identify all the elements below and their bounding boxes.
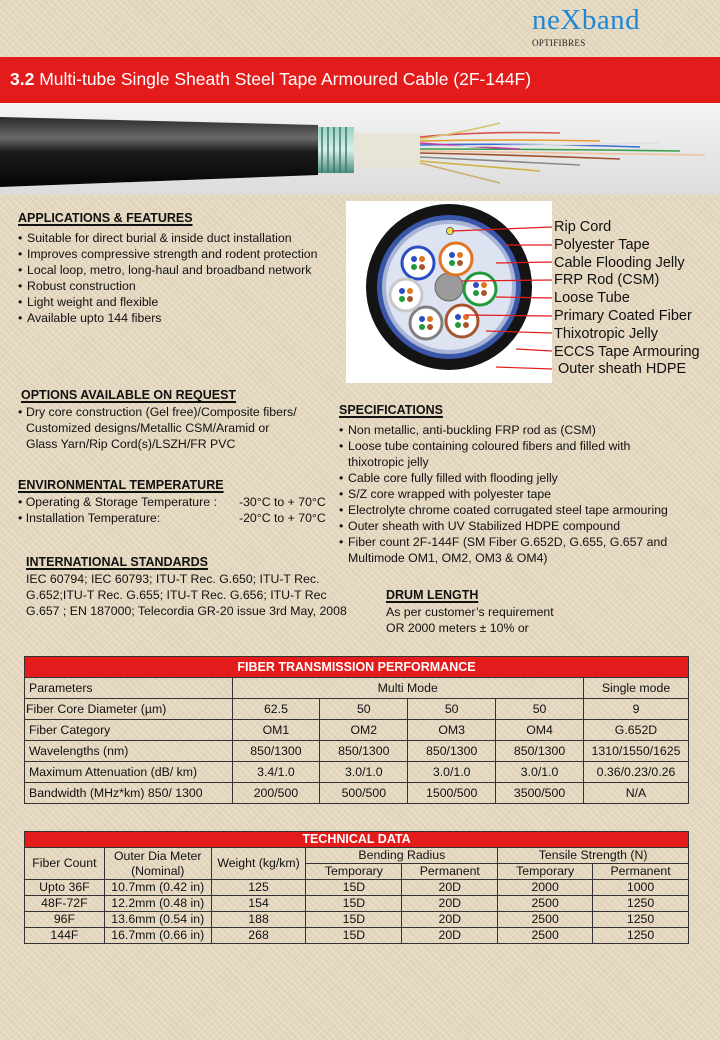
label-flooding-jelly: Cable Flooding Jelly (554, 254, 685, 271)
table-cell: 12.2mm (0.48 in) (104, 896, 211, 912)
table-cell: 62.5 (232, 699, 320, 720)
list-item: • Available upto 144 fibers (18, 310, 348, 326)
options-heading: OPTIONS AVAILABLE ON REQUEST (21, 388, 237, 402)
header-permanent: Permanent (593, 864, 689, 880)
table-cell: 15D (306, 880, 402, 896)
standards-text (26, 571, 386, 619)
label-primary-fiber: Primary Coated Fiber (554, 307, 692, 324)
table-cell: 20D (402, 928, 498, 944)
list-item: • Robust construction (18, 278, 348, 294)
cross-section-labels (554, 219, 700, 379)
table-cell: Maximum Attenuation (dB/ km) (25, 762, 233, 783)
table-cell: 50 (496, 699, 584, 720)
table-row (25, 880, 689, 896)
header-bending-radius: Bending Radius (306, 848, 498, 864)
table-row (25, 848, 689, 864)
table-cell: 125 (211, 880, 306, 896)
table-cell: OM4 (496, 720, 584, 741)
table-row (25, 762, 689, 783)
table-cell: N/A (584, 783, 689, 804)
table-cell: 2000 (498, 880, 593, 896)
table-cell: Bandwidth (MHz*km) 850/ 1300 (25, 783, 233, 804)
list-item: • S/Z core wrapped with polyester tape (339, 486, 704, 502)
header-multi-mode: Multi Mode (232, 678, 584, 699)
specifications-heading: SPECIFICATIONS (339, 403, 443, 417)
list-item: • Loose tube containing coloured fibers and filled with thixotropic jelly (339, 438, 668, 470)
table-cell: 268 (211, 928, 306, 944)
header-fiber-count: Fiber Count (25, 848, 105, 880)
table-cell: 200/500 (232, 783, 320, 804)
specifications-list (339, 422, 704, 566)
table-row (25, 741, 689, 762)
title-text: Multi-tube Single Sheath Steel Tape Armoured Cable (2F-144F) (34, 69, 532, 89)
standards-heading: INTERNATIONAL STANDARDS (26, 555, 208, 569)
table-cell: 9 (584, 699, 689, 720)
list-item: • Suitable for direct burial & inside duct installation (18, 230, 348, 246)
list-item: • Electrolyte chrome coated corrugated steel tape armouring (339, 502, 704, 518)
table-cell: OM1 (232, 720, 320, 741)
table-row (25, 720, 689, 741)
label-frp-rod: FRP Rod (CSM) (554, 272, 660, 289)
header-temporary: Temporary (498, 864, 593, 880)
header-tensile-strength: Tensile Strength (N) (498, 848, 689, 864)
table-cell: 850/1300 (408, 741, 496, 762)
table-cell: 1000 (593, 880, 689, 896)
label-rip-cord: Rip Cord (554, 219, 612, 235)
technical-title: TECHNICAL DATA (25, 832, 689, 848)
cable-cross-section (346, 201, 552, 383)
table-cell: 1310/1550/1625 (584, 741, 689, 762)
header-parameters: Parameters (25, 678, 233, 699)
table-row (25, 896, 689, 912)
table-cell: 154 (211, 896, 306, 912)
table-cell: 2500 (498, 928, 593, 944)
list-item: • Fiber count 2F-144F (SM Fiber G.652D, G.655, G.657 and Multimode OM1, OM2, OM3 & OM4) (339, 534, 708, 566)
table-row (25, 783, 689, 804)
table-cell: 3500/500 (496, 783, 584, 804)
drum-heading: DRUM LENGTH (386, 588, 479, 602)
title-number: 3.2 (10, 69, 35, 89)
table-cell: 2500 (498, 896, 593, 912)
table-cell: 3.0/1.0 (496, 762, 584, 783)
table-cell: 3.0/1.0 (320, 762, 408, 783)
env-value: -30°C to + 70°C (239, 495, 326, 509)
options-line: Glass Yarn/Rip Cord(s)/LSZH/FR PVC (26, 437, 236, 451)
options-line: Customized designs/Metallic CSM/Aramid or (26, 421, 270, 435)
table-cell: 10.7mm (0.42 in) (104, 880, 211, 896)
table-cell: 144F (25, 928, 105, 944)
table-cell: 850/1300 (232, 741, 320, 762)
list-item: • Cable core fully filled with flooding jelly (339, 470, 704, 486)
list-item: • Non metallic, anti-buckling FRP rod as (CSM) (339, 422, 704, 438)
env-label: Operating & Storage Temperature : (25, 495, 217, 509)
table-cell: Wavelengths (nm) (25, 741, 233, 762)
header-temporary: Temporary (306, 864, 402, 880)
drum-text (386, 604, 686, 636)
table-cell: 20D (402, 896, 498, 912)
label-polyester-tape: Polyester Tape (554, 236, 650, 253)
header-single-mode: Single mode (584, 678, 689, 699)
list-item: • Outer sheath with UV Stabilized HDPE compound (339, 518, 704, 534)
list-item: • Local loop, metro, long-haul and broadband network (18, 262, 348, 278)
table-cell: 13.6mm (0.54 in) (104, 912, 211, 928)
table-cell: 500/500 (320, 783, 408, 804)
header-outer-dia: Outer Dia Meter (Nominal) (104, 848, 211, 880)
technical-table (24, 831, 689, 944)
table-cell: 1500/500 (408, 783, 496, 804)
label-thixotropic-jelly: Thixotropic Jelly (554, 325, 658, 342)
brand-subtitle: OPTIFIBRES (532, 38, 586, 48)
table-cell: 16.7mm (0.66 in) (104, 928, 211, 944)
table-cell: 15D (306, 928, 402, 944)
drum-line: OR 2000 meters ± 10% or (386, 621, 529, 635)
environment-heading: ENVIRONMENTAL TEMPERATURE (18, 478, 224, 492)
table-cell: 3.0/1.0 (408, 762, 496, 783)
table-cell: 2500 (498, 912, 593, 928)
table-cell: 1250 (593, 912, 689, 928)
applications-list (18, 230, 348, 326)
table-cell: G.652D (584, 720, 689, 741)
header-permanent: Permanent (402, 864, 498, 880)
standards-line: G.657 ; EN 187000; Telecordia GR-20 issue 3rd May, 2008 (26, 604, 347, 618)
table-cell: 20D (402, 912, 498, 928)
table-cell: 50 (408, 699, 496, 720)
table-row (25, 699, 689, 720)
environment-rows: • Operating & Storage Temperature : -30°C to + 70°C • Installation Temperature: -20°C to + 70°C (18, 495, 326, 525)
options-text: • Dry core construction (Gel free)/Composite fibers/ Customized designs/Metallic CSM/Aramid or Glass Yarn/Rip Cord(s)/LSZH/FR PVC (18, 404, 338, 452)
list-item: • Improves compressive strength and rodent protection (18, 246, 348, 262)
transmission-table (24, 656, 689, 804)
list-item: • Light weight and flexible (18, 294, 348, 310)
table-cell: 850/1300 (320, 741, 408, 762)
table-cell: OM3 (408, 720, 496, 741)
table-cell: Upto 36F (25, 880, 105, 896)
options-line: Dry core construction (Gel free)/Composite fibers/ (26, 405, 297, 419)
table-cell: 20D (402, 880, 498, 896)
standards-line: IEC 60794; IEC 60793; ITU-T Rec. G.650; ITU-T Rec. (26, 572, 320, 586)
table-row (25, 928, 689, 944)
table-cell: 96F (25, 912, 105, 928)
table-cell: 50 (320, 699, 408, 720)
table-cell: 3.4/1.0 (232, 762, 320, 783)
table-cell: 188 (211, 912, 306, 928)
table-row (25, 912, 689, 928)
table-cell: 48F-72F (25, 896, 105, 912)
table-cell: Fiber Core Diameter (µm) (25, 699, 233, 720)
brand-logo: neXband (532, 4, 641, 36)
table-cell: Fiber Category (25, 720, 233, 741)
table-cell: 850/1300 (496, 741, 584, 762)
applications-heading: APPLICATIONS & FEATURES (18, 211, 193, 225)
drum-line: As per customer’s requirement (386, 605, 554, 619)
table-row (25, 678, 689, 699)
table-cell: 15D (306, 912, 402, 928)
table-cell: 0.36/0.23/0.26 (584, 762, 689, 783)
cable-photo (0, 103, 720, 195)
label-outer-sheath: Outer sheath HDPE (554, 361, 687, 378)
header-weight: Weight (kg/km) (211, 848, 306, 880)
table-cell: 1250 (593, 928, 689, 944)
env-value: -20°C to + 70°C (239, 511, 326, 525)
table-cell: 1250 (593, 896, 689, 912)
label-loose-tube: Loose Tube (554, 290, 630, 307)
table-cell: OM2 (320, 720, 408, 741)
env-label: Installation Temperature: (25, 511, 161, 525)
label-eccs-tape: ECCS Tape Armouring (554, 343, 700, 360)
table-cell: 15D (306, 896, 402, 912)
transmission-title: FIBER TRANSMISSION PERFORMANCE (25, 657, 689, 678)
standards-line: G.652;ITU-T Rec. G.655; ITU-T Rec. G.656; ITU-T Rec (26, 588, 327, 602)
page-title (10, 69, 531, 90)
